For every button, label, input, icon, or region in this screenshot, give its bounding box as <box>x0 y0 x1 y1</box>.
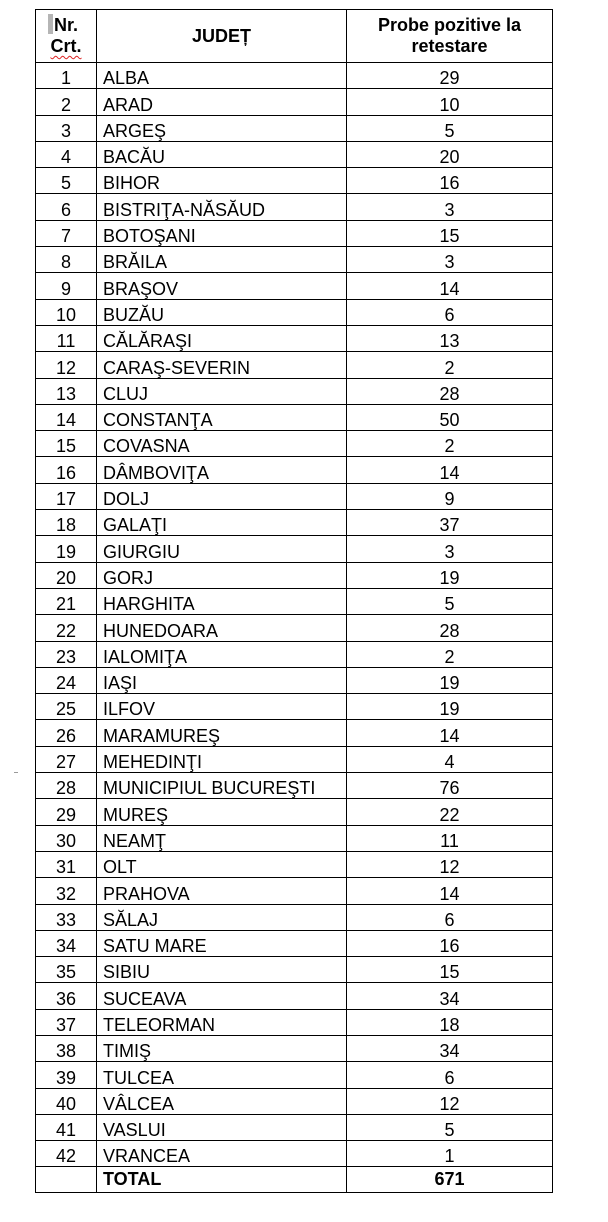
row-judet: CĂLĂRAŞI <box>97 325 347 351</box>
row-value: 6 <box>347 1062 553 1088</box>
row-judet: HUNEDOARA <box>97 615 347 641</box>
table-row <box>36 904 553 930</box>
row-number: 26 <box>36 720 97 746</box>
margin-mark <box>14 772 18 773</box>
table-row <box>36 1035 553 1061</box>
row-judet: SĂLAJ <box>97 904 347 930</box>
row-judet: IALOMIŢA <box>97 641 347 667</box>
row-number: 2 <box>36 89 97 115</box>
row-number: 29 <box>36 799 97 825</box>
row-number: 35 <box>36 957 97 983</box>
row-judet: ILFOV <box>97 694 347 720</box>
header-nr-crt <box>36 10 97 63</box>
row-value: 20 <box>347 141 553 167</box>
row-judet: ALBA <box>97 63 347 89</box>
row-judet: DOLJ <box>97 483 347 509</box>
table-row <box>36 562 553 588</box>
row-value: 10 <box>347 89 553 115</box>
row-number: 4 <box>36 141 97 167</box>
header-crt-label: Crt. <box>50 36 82 56</box>
table-row <box>36 1009 553 1035</box>
row-number: 3 <box>36 115 97 141</box>
table-row <box>36 404 553 430</box>
row-number: 33 <box>36 904 97 930</box>
table-row <box>36 667 553 693</box>
row-value: 11 <box>347 825 553 851</box>
table-row <box>36 720 553 746</box>
row-number: 39 <box>36 1062 97 1088</box>
row-number: 36 <box>36 983 97 1009</box>
row-value: 50 <box>347 404 553 430</box>
row-value: 9 <box>347 483 553 509</box>
row-judet: MARAMUREŞ <box>97 720 347 746</box>
text-cursor-marker <box>48 14 53 34</box>
table-row <box>36 1114 553 1140</box>
row-number: 20 <box>36 562 97 588</box>
table-row <box>36 63 553 89</box>
row-number: 19 <box>36 536 97 562</box>
row-number: 1 <box>36 63 97 89</box>
row-judet: BISTRIŢA-NĂSĂUD <box>97 194 347 220</box>
table-row <box>36 588 553 614</box>
row-value: 16 <box>347 930 553 956</box>
table-row <box>36 273 553 299</box>
row-value: 19 <box>347 694 553 720</box>
row-number: 14 <box>36 404 97 430</box>
table-row <box>36 1141 553 1167</box>
row-value: 16 <box>347 168 553 194</box>
row-judet: VÂLCEA <box>97 1088 347 1114</box>
row-number: 41 <box>36 1114 97 1140</box>
row-value: 22 <box>347 799 553 825</box>
row-judet: SUCEAVA <box>97 983 347 1009</box>
row-judet: BIHOR <box>97 168 347 194</box>
row-judet: BOTOŞANI <box>97 220 347 246</box>
row-number: 37 <box>36 1009 97 1035</box>
row-number: 18 <box>36 510 97 536</box>
total-value: 671 <box>347 1167 553 1193</box>
row-judet: GORJ <box>97 562 347 588</box>
row-value: 5 <box>347 115 553 141</box>
row-value: 3 <box>347 194 553 220</box>
table-body <box>36 63 553 1167</box>
row-judet: PRAHOVA <box>97 878 347 904</box>
row-judet: DÂMBOVIŢA <box>97 457 347 483</box>
row-judet: ARAD <box>97 89 347 115</box>
table-row <box>36 930 553 956</box>
row-number: 34 <box>36 930 97 956</box>
table-row <box>36 194 553 220</box>
row-value: 76 <box>347 773 553 799</box>
row-value: 37 <box>347 510 553 536</box>
table-row <box>36 220 553 246</box>
total-row <box>36 1167 553 1193</box>
row-number: 13 <box>36 378 97 404</box>
table-row <box>36 325 553 351</box>
header-row <box>36 10 553 63</box>
row-value: 29 <box>347 63 553 89</box>
table-row <box>36 510 553 536</box>
row-judet: TIMIŞ <box>97 1035 347 1061</box>
row-number: 40 <box>36 1088 97 1114</box>
row-judet: SATU MARE <box>97 930 347 956</box>
row-number: 24 <box>36 667 97 693</box>
row-number: 8 <box>36 247 97 273</box>
row-number: 12 <box>36 352 97 378</box>
row-number: 27 <box>36 746 97 772</box>
table-row <box>36 825 553 851</box>
row-number: 38 <box>36 1035 97 1061</box>
table-row <box>36 115 553 141</box>
row-value: 15 <box>347 957 553 983</box>
row-number: 28 <box>36 773 97 799</box>
table-row <box>36 1088 553 1114</box>
row-value: 3 <box>347 247 553 273</box>
row-judet: HARGHITA <box>97 588 347 614</box>
row-value: 12 <box>347 1088 553 1114</box>
table-row <box>36 746 553 772</box>
table-row <box>36 168 553 194</box>
row-judet: CONSTANŢA <box>97 404 347 430</box>
total-nr-cell <box>36 1167 97 1193</box>
row-number: 5 <box>36 168 97 194</box>
table-row <box>36 141 553 167</box>
table-row <box>36 431 553 457</box>
total-label: TOTAL <box>97 1167 347 1193</box>
row-judet: GALAŢI <box>97 510 347 536</box>
row-number: 23 <box>36 641 97 667</box>
table-row <box>36 851 553 877</box>
row-number: 6 <box>36 194 97 220</box>
table-row <box>36 483 553 509</box>
row-value: 5 <box>347 588 553 614</box>
row-value: 28 <box>347 615 553 641</box>
header-probe-pozitive: Probe pozitive la retestare <box>347 10 553 63</box>
row-value: 6 <box>347 904 553 930</box>
row-judet: MUNICIPIUL BUCUREŞTI <box>97 773 347 799</box>
table-row <box>36 378 553 404</box>
row-value: 14 <box>347 457 553 483</box>
row-judet: GIURGIU <box>97 536 347 562</box>
row-value: 14 <box>347 720 553 746</box>
table-row <box>36 773 553 799</box>
row-judet: BACĂU <box>97 141 347 167</box>
row-judet: ARGEŞ <box>97 115 347 141</box>
row-number: 30 <box>36 825 97 851</box>
row-value: 3 <box>347 536 553 562</box>
row-number: 11 <box>36 325 97 351</box>
row-value: 15 <box>347 220 553 246</box>
row-value: 13 <box>347 325 553 351</box>
row-judet: IAŞI <box>97 667 347 693</box>
row-number: 21 <box>36 588 97 614</box>
row-value: 1 <box>347 1141 553 1167</box>
row-judet: OLT <box>97 851 347 877</box>
row-number: 25 <box>36 694 97 720</box>
row-number: 31 <box>36 851 97 877</box>
table-row <box>36 1062 553 1088</box>
row-number: 15 <box>36 431 97 457</box>
row-number: 16 <box>36 457 97 483</box>
row-value: 14 <box>347 273 553 299</box>
row-judet: CLUJ <box>97 378 347 404</box>
row-judet: NEAMŢ <box>97 825 347 851</box>
results-table <box>35 9 553 1193</box>
row-judet: MUREŞ <box>97 799 347 825</box>
row-number: 32 <box>36 878 97 904</box>
row-judet: CARAŞ-SEVERIN <box>97 352 347 378</box>
table-row <box>36 641 553 667</box>
row-number: 42 <box>36 1141 97 1167</box>
row-judet: VASLUI <box>97 1114 347 1140</box>
row-value: 34 <box>347 983 553 1009</box>
row-value: 18 <box>347 1009 553 1035</box>
row-judet: TULCEA <box>97 1062 347 1088</box>
row-judet: COVASNA <box>97 431 347 457</box>
row-number: 17 <box>36 483 97 509</box>
row-number: 22 <box>36 615 97 641</box>
table-row <box>36 983 553 1009</box>
table-row <box>36 957 553 983</box>
row-judet: TELEORMAN <box>97 1009 347 1035</box>
table-row <box>36 536 553 562</box>
row-value: 12 <box>347 851 553 877</box>
row-value: 28 <box>347 378 553 404</box>
row-judet: MEHEDINŢI <box>97 746 347 772</box>
row-value: 4 <box>347 746 553 772</box>
table-row <box>36 799 553 825</box>
row-judet: VRANCEA <box>97 1141 347 1167</box>
row-value: 14 <box>347 878 553 904</box>
row-value: 2 <box>347 352 553 378</box>
row-judet: SIBIU <box>97 957 347 983</box>
table-row <box>36 694 553 720</box>
row-number: 10 <box>36 299 97 325</box>
table-row <box>36 89 553 115</box>
row-judet: BRAŞOV <box>97 273 347 299</box>
table-row <box>36 615 553 641</box>
row-value: 19 <box>347 667 553 693</box>
table-row <box>36 299 553 325</box>
table-row <box>36 352 553 378</box>
row-number: 9 <box>36 273 97 299</box>
table-row <box>36 457 553 483</box>
row-value: 2 <box>347 641 553 667</box>
header-judet: JUDEȚ <box>97 10 347 63</box>
row-value: 19 <box>347 562 553 588</box>
header-nr-label: Nr. <box>53 15 78 35</box>
row-value: 6 <box>347 299 553 325</box>
row-number: 7 <box>36 220 97 246</box>
row-judet: BUZĂU <box>97 299 347 325</box>
row-value: 2 <box>347 431 553 457</box>
row-value: 5 <box>347 1114 553 1140</box>
row-judet: BRĂILA <box>97 247 347 273</box>
row-value: 34 <box>347 1035 553 1061</box>
table-row <box>36 878 553 904</box>
table-row <box>36 247 553 273</box>
